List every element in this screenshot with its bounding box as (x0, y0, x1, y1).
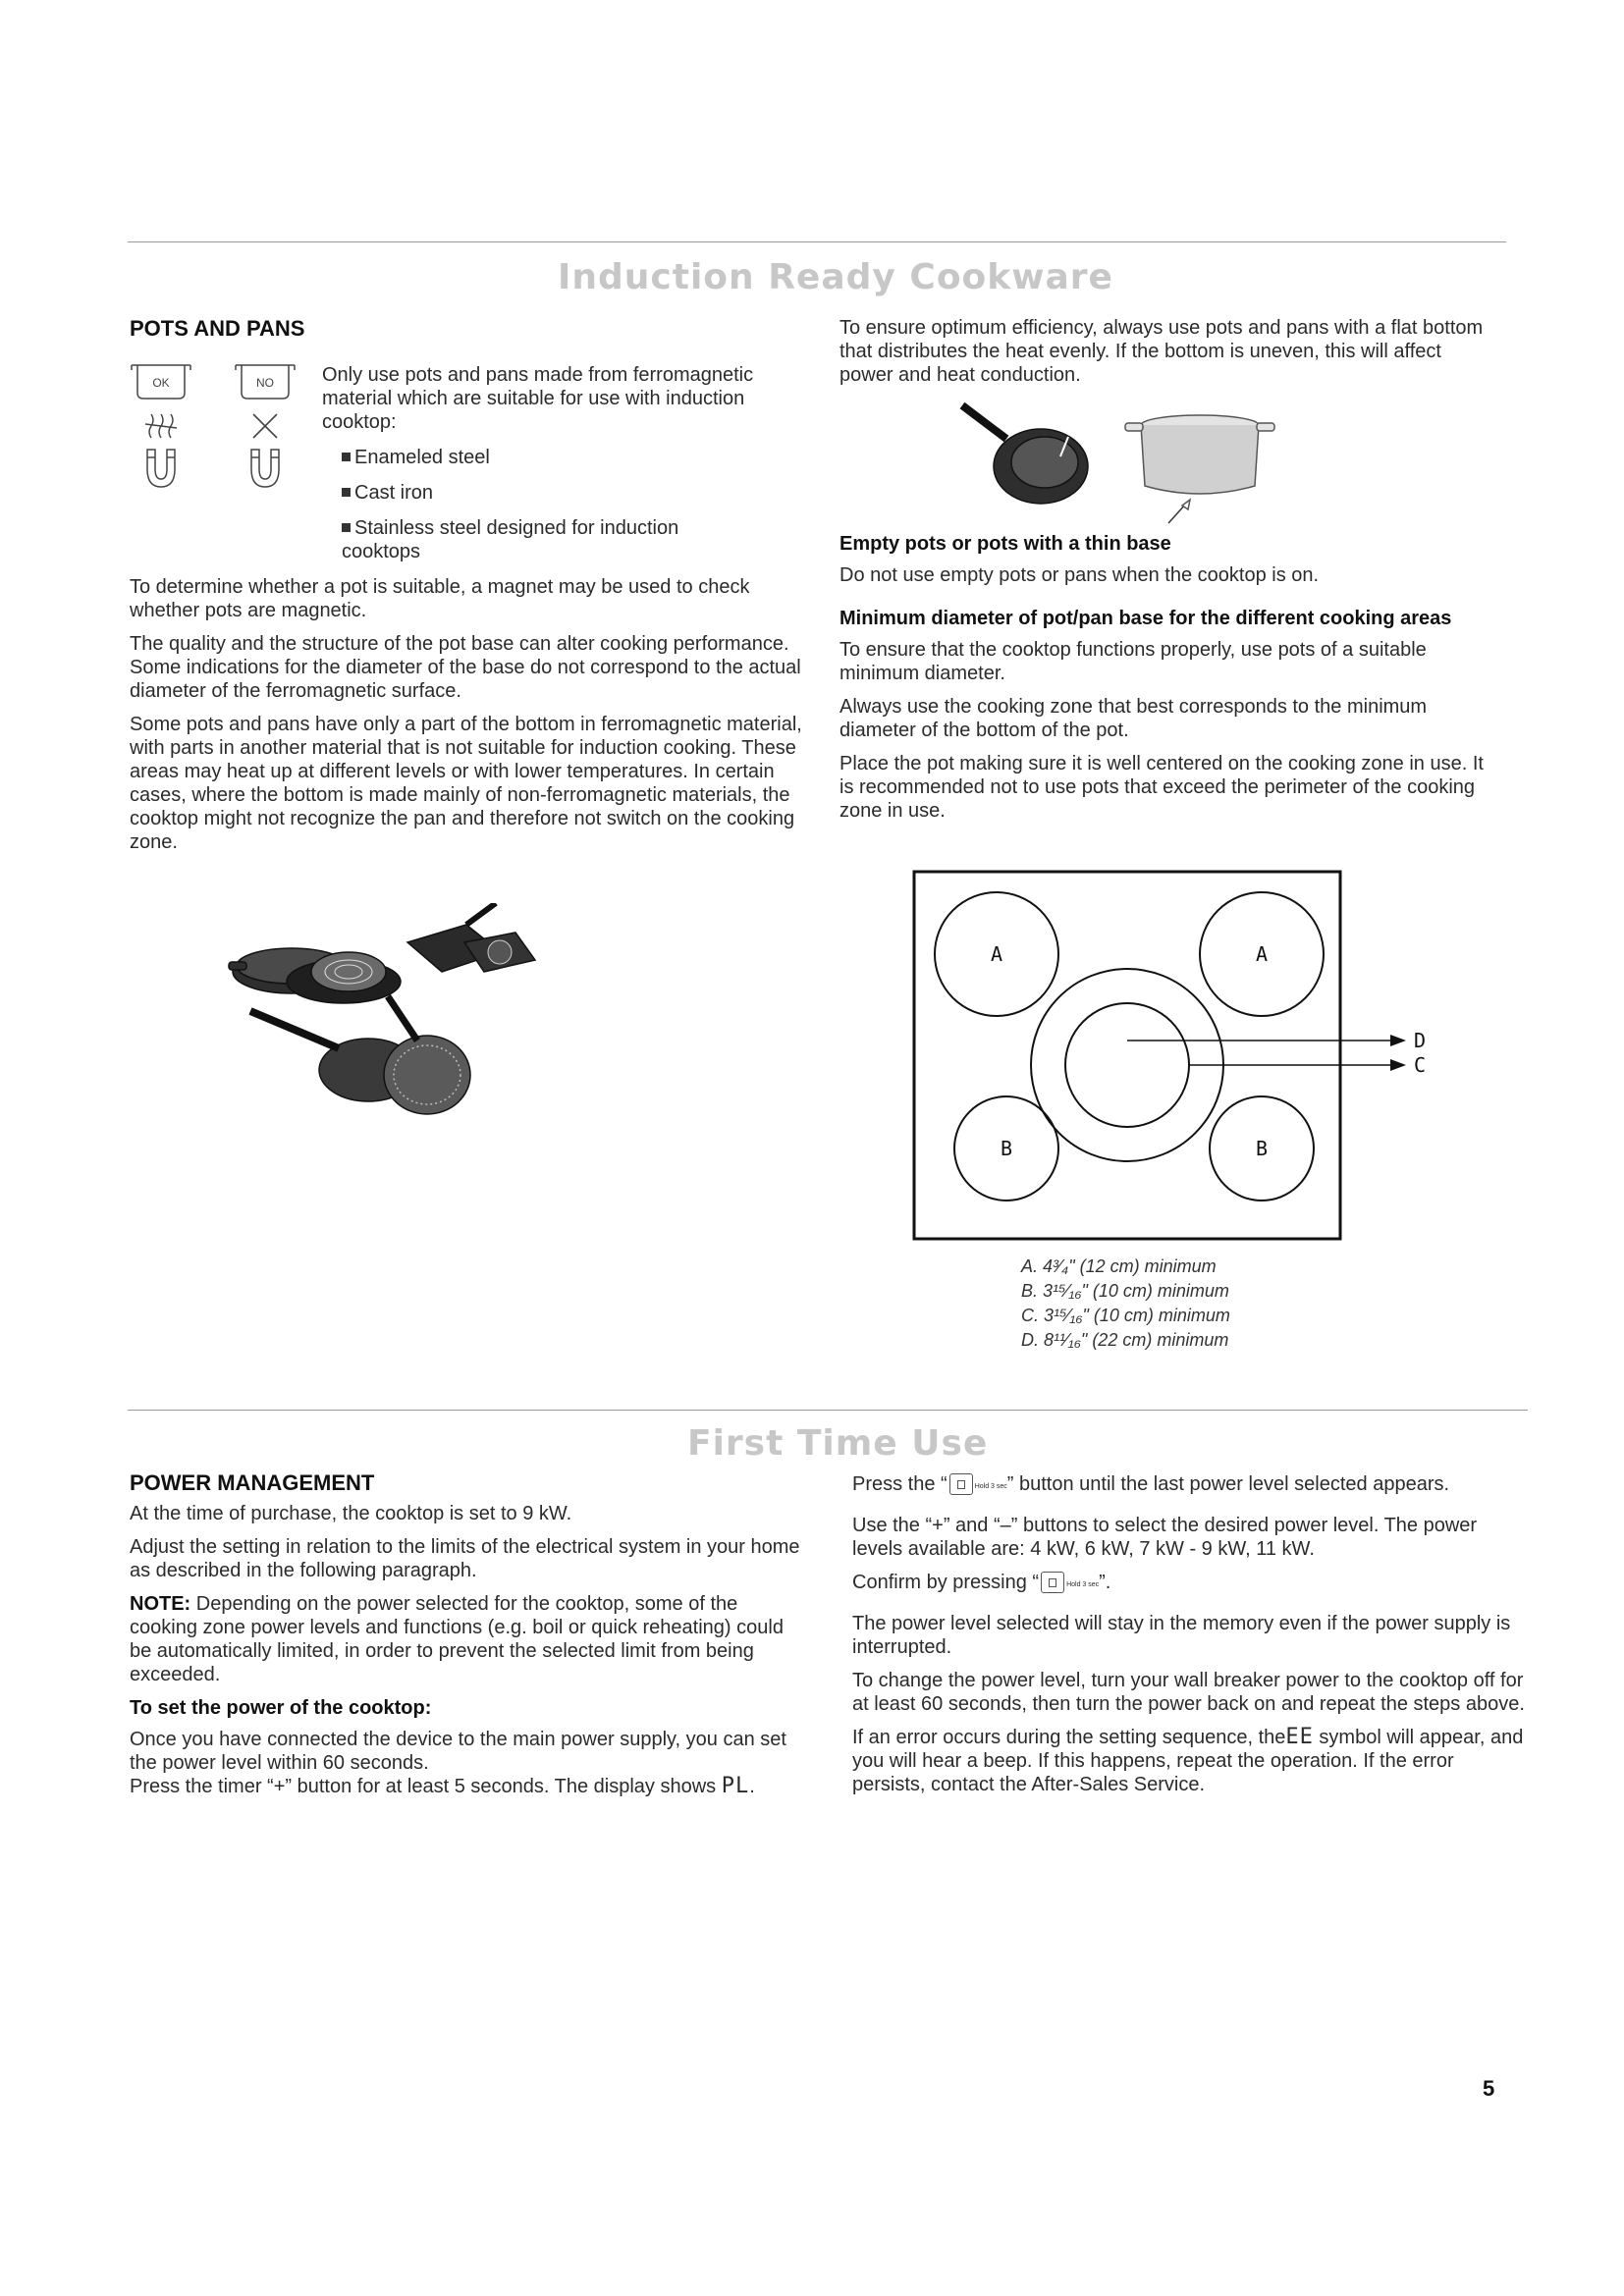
min-diameter-text-3: Place the pot making sure it is well centered on the cooking zone in use. It is recommended not to use pots that exceed the perimeter of the cooking zone in use. (839, 753, 1484, 822)
memory-text: The power level selected will stay in the memory even if the power supply is interrupted. (852, 1613, 1511, 1658)
magnet-icon-no (251, 450, 279, 487)
select-power-text: Use the “+” and “–” buttons to select the desired power level. The power levels available are: 4 kW, 6 kW, 7 kW - 9 kW, 11 kW. (852, 1515, 1478, 1560)
press-timer-text: Press the timer “+” button for at least 5 seconds. The display shows PL. (130, 1774, 755, 1798)
fry-pan (250, 996, 470, 1114)
set-power-text: Once you have connected the device to the main power supply, you can set the power level within 60 seconds. (130, 1729, 786, 1774)
frying-pan-icon (962, 405, 1088, 504)
magnet-paragraph: To determine whether a pot is suitable, a magnet may be used to check whether pots are magnetic. (130, 576, 750, 621)
hold-label: Hold 3 sec (1066, 1581, 1100, 1588)
legend-c: C. 3¹⁵⁄₁₆" (10 cm) minimum (1021, 1306, 1230, 1325)
adjust-setting-text: Adjust the setting in relation to the limits of the electrical system in your home as described in the following paragraph. (130, 1536, 800, 1581)
pots-intro-block (322, 363, 784, 575)
middle-rule (128, 1410, 1528, 1411)
legend-a: A. 4³⁄₄" (12 cm) minimum (1021, 1256, 1217, 1276)
change-power-text: To change the power level, turn your wall breaker power to the cooktop off for at least 60 seconds, then turn the power back on and repeat the steps above. (852, 1670, 1525, 1715)
legend-d: D. 8¹¹⁄₁₆" (22 cm) minimum (1021, 1330, 1229, 1350)
hold-label: Hold 3 sec (974, 1483, 1007, 1490)
min-diameter-text-2: Always use the cooking zone that best corresponds to the minimum diameter of the bottom of the pot. (839, 696, 1428, 741)
pots-left-body (130, 575, 807, 864)
top-rule (128, 241, 1506, 242)
cross-icon (253, 414, 277, 438)
quality-paragraph: The quality and the structure of the pot base can alter cooking performance. Some indications for the diameter of the base do not correspond to the actual diameter of the ferromagnetic surface. (130, 633, 801, 702)
power-right-body (852, 1472, 1530, 1806)
purchase-setting-text: At the time of purchase, the cooktop is set to 9 kW. (130, 1503, 572, 1524)
section-title-cookware: Induction Ready Cookware (558, 257, 1113, 297)
efficiency-paragraph: To ensure optimum efficiency, always use pots and pans with a flat bottom that distributes the heat evenly. If the bottom is uneven, this will affect power and heat conduction. (839, 317, 1484, 386)
diameter-legend (1021, 1255, 1230, 1353)
label-c: C (1413, 1053, 1427, 1077)
empty-pots-heading: Empty pots or pots with a thin base (839, 533, 1171, 555)
label-b-left: B (1000, 1137, 1013, 1160)
pots-pans-heading: POTS AND PANS (130, 316, 305, 341)
material-item: Stainless steel designed for induction cooktops (342, 517, 679, 562)
pan-and-pot-illustration (943, 398, 1296, 530)
skillet-with-lid (229, 948, 401, 1003)
ok-no-icons (130, 355, 316, 503)
confirm-text: Confirm by pressing “ Hold 3 sec”. (852, 1572, 1111, 1593)
section-title-first-use: First Time Use (687, 1423, 989, 1464)
legend-b: B. 3¹⁵⁄₁₆" (10 cm) minimum (1021, 1281, 1229, 1301)
grill-pan (407, 903, 535, 972)
power-left-body (130, 1502, 807, 1808)
note-paragraph: NOTE: Depending on the power selected for the cooktop, some of the cooking zone power levels and functions (e.g. boil or quick reheating) could be automatically limited, in order to prevent the selected limit from being exceeded. (130, 1593, 784, 1685)
label-b-right: B (1255, 1137, 1269, 1160)
display-pl: PL (721, 1774, 750, 1798)
power-management-heading: POWER MANAGEMENT (130, 1470, 375, 1495)
min-diameter-text-1: To ensure that the cooktop functions properly, use pots of a suitable minimum diameter. (839, 639, 1427, 684)
press-hold-text: Press the “ Hold 3 sec” button until the last power level selected appears. (852, 1473, 1450, 1495)
label-a-right: A (1255, 942, 1269, 966)
error-text: If an error occurs during the setting sequence, theEE symbol will appear, and you will hear a beep. If this happens, repeat the operation. If the error persists, contact the After-Sales Service. (852, 1725, 1524, 1795)
stock-pot-icon (1125, 415, 1274, 523)
cooking-zone-diagram (911, 869, 1441, 1242)
material-item: Enameled steel (342, 446, 784, 469)
page-number: 5 (1483, 2076, 1495, 2101)
material-item: Cast iron (342, 481, 784, 505)
lock-button-icon (949, 1473, 973, 1495)
min-diameter-heading: Minimum diameter of pot/pan base for the different cooking areas (839, 608, 1452, 629)
ok-label: OK (152, 376, 170, 390)
partial-base-paragraph: Some pots and pans have only a part of the bottom in ferromagnetic material, with parts in another material that is not suitable for induction cooking. These areas may heat up at different levels or with lower temperatures. In certain cases, where the bottom is made mainly of non-ferromagnetic materials, the cooktop might not recognize the pan and therefore not switch on the cooking zone. (130, 714, 802, 853)
empty-pots-text: Do not use empty pots or pans when the cooktop is on. (839, 564, 1320, 586)
lock-button-icon (1041, 1572, 1064, 1593)
label-d: D (1413, 1029, 1427, 1052)
magnet-icon-ok (147, 450, 175, 487)
display-ee: EE (1285, 1725, 1314, 1749)
heat-waves-icon (145, 414, 177, 438)
right-col-1-body (839, 532, 1497, 832)
cookware-illustration (221, 903, 594, 1139)
no-label: NO (256, 376, 274, 390)
pots-intro-text: Only use pots and pans made from ferromagnetic material which are suitable for use with induction cooktop: (322, 364, 754, 433)
set-power-heading: To set the power of the cooktop: (130, 1697, 432, 1719)
label-a-left: A (990, 942, 1003, 966)
cooktop-outline (914, 872, 1340, 1239)
